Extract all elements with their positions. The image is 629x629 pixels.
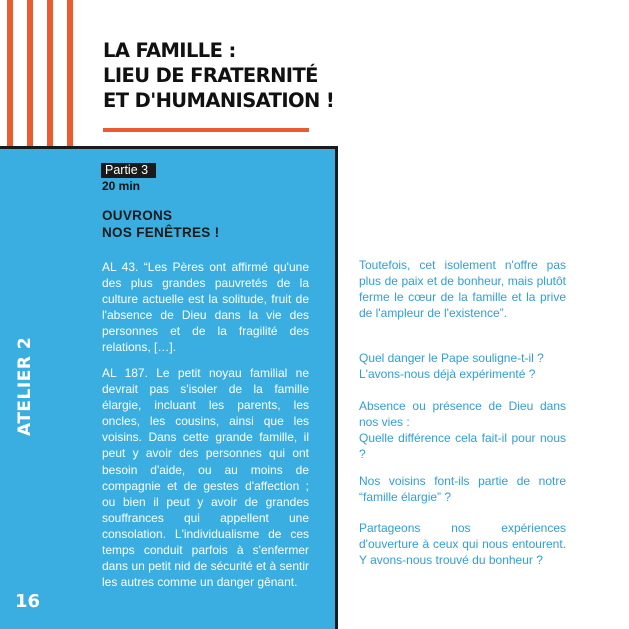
question-1-line-1: Quel danger le Pape souligne-t-il ? [359, 351, 544, 365]
atelier-label-text: ATELIER 2 [15, 336, 35, 436]
atelier-label [10, 336, 46, 440]
question-2-line-1: Absence ou présence de Dieu dans nos vies : [359, 399, 566, 430]
decorative-stripe [47, 0, 53, 146]
decorative-stripe [67, 0, 73, 146]
title-line-1: LA FAMILLE : [103, 39, 236, 62]
question-3: Nos voisins font-ils partie de notre “famille élargie” ? [359, 474, 566, 505]
section-heading-line-2: NOS FENÊTRES ! [102, 225, 220, 240]
page-title [103, 38, 333, 113]
question-2 [359, 398, 566, 462]
question-1-line-2: L'avons-nous déjà expérimenté ? [359, 367, 536, 382]
question-4: Partageons nos expériences d'ouverture à ceux qui nous entourent. Y avons-nous trouvé du bonheur ? [359, 521, 566, 568]
title-underline [103, 128, 309, 132]
quote-al-43: AL 43. “Les Pères ont affirmé qu'une des plus grandes pauvretés de la culture actuelle est la solitude, fruit de l'absence de Dieu dans la vie des personnes et de la fragilité des relations, […]. [102, 260, 309, 355]
panel-border-right [335, 146, 338, 629]
duration-label: 20 min [102, 179, 141, 193]
quote-continuation: Toutefois, cet isolement n'offre pas plus de paix et de bonheur, mais plutôt ferme le cœur de la famille et la prive de l'ampleur de l'existence”. [359, 258, 566, 321]
title-line-2: LIEU DE FRATERNITÉ [103, 64, 318, 87]
decorative-stripe [7, 0, 13, 146]
quote-al-187: AL 187. Le petit noyau familial ne devrait pas s'isoler de la famille élargie, incluant les parents, les oncles, les cousins, ainsi que les voisins. Dans cette grande famille, il peut y avoir des personnes qui ont besoin d'aide, ou au moins de compagnie et de gestes d'affection ; ou bien il peut y avoir de grandes souffrances qui appellent une consolation. L'individualisme de ces temps conduit parfois à s'enfermer dans un petit nid de sécurité et à sentir les autres comme un danger gênant. [102, 366, 309, 590]
title-line-3: ET D'HUMANISATION ! [103, 89, 335, 112]
section-heading [102, 207, 219, 241]
section-heading-line-1: OUVRONS [102, 208, 173, 223]
part-label: Partie 3 [101, 163, 156, 178]
question-1 [359, 350, 566, 382]
question-2-line-2: Quelle différence cela fait-il pour nous ? [359, 431, 566, 462]
panel-border-top [0, 146, 338, 149]
page-number: 16 [15, 591, 41, 612]
decorative-stripe [27, 0, 33, 146]
